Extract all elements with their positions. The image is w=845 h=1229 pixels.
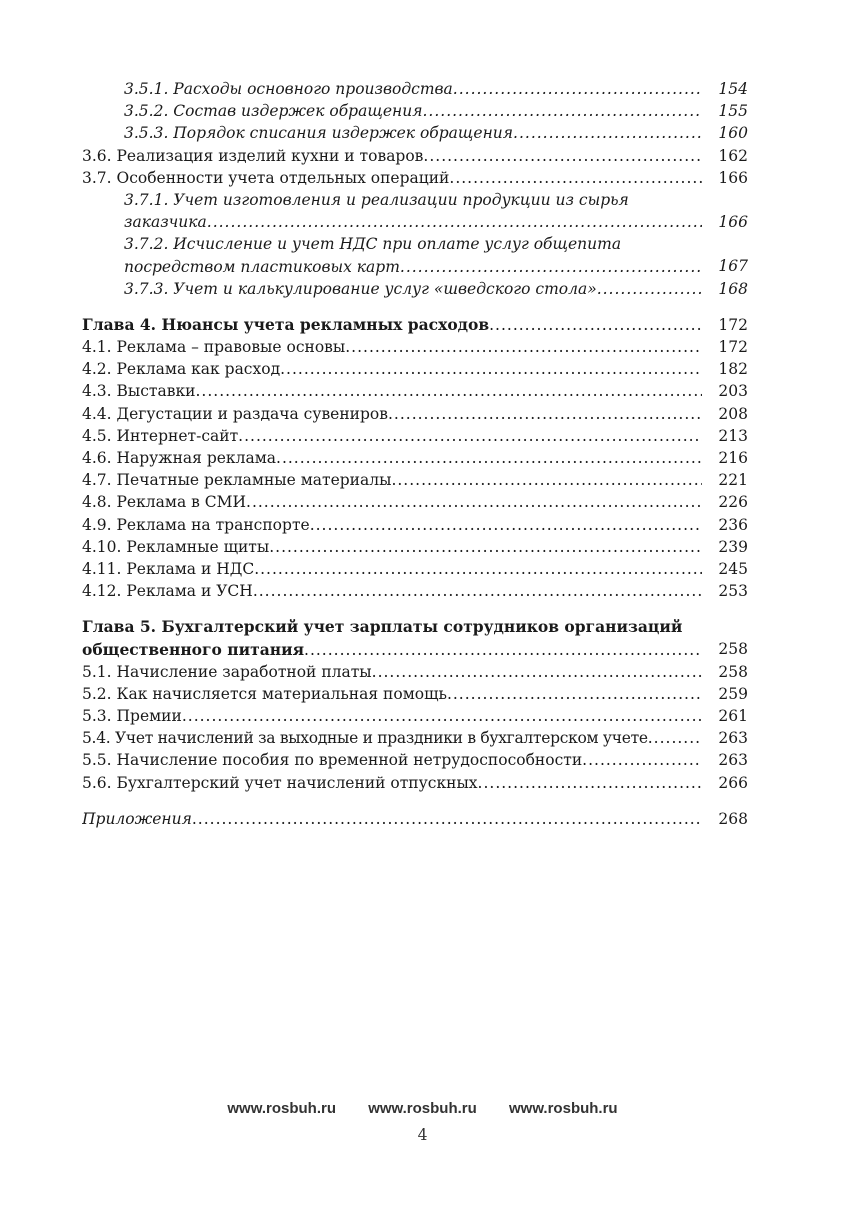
toc-entry-5-5[interactable] <box>82 749 748 771</box>
toc-entry-4-1[interactable] <box>82 336 748 358</box>
toc-entry-3-7-3[interactable] <box>82 278 748 300</box>
toc-entry-4-6[interactable] <box>82 447 748 469</box>
toc-entry-4-12[interactable] <box>82 580 748 602</box>
toc-entry-4-10[interactable] <box>82 536 748 558</box>
toc-entry-page: 226 <box>718 493 748 512</box>
toc-entry-4-8[interactable] <box>82 491 748 513</box>
toc-entry-page: 162 <box>718 146 748 165</box>
toc-entry-4-3[interactable] <box>82 380 748 402</box>
toc-entry-5-6[interactable] <box>82 772 748 794</box>
toc-entry-title: 5.3. Премии <box>82 707 182 726</box>
toc-entry-page: 167 <box>718 257 748 276</box>
toc-entry-title: 4.7. Печатные рекламные материалы <box>82 471 392 490</box>
toc-chapter-title: Глава 4. Нюансы учета рекламных расходов <box>82 314 490 334</box>
toc-entry-title: 5.5. Начисление пособия по временной нетрудоспособности <box>82 751 583 770</box>
toc-entry-page: 261 <box>718 707 748 726</box>
toc-entry-title: 4.6. Наружная реклама <box>82 449 277 467</box>
toc-entry-page: 266 <box>718 773 748 792</box>
section-gap <box>82 300 748 314</box>
toc-entry-page: 253 <box>718 582 748 601</box>
toc-entry-title: 3.7.3. Учет и калькулирование услуг «шведского стола» <box>124 279 597 298</box>
toc-entry-page: 258 <box>718 640 748 659</box>
toc-entry-title: 5.2. Как начисляется материальная помощь <box>82 684 447 703</box>
toc-entry-title: 3.6. Реализация изделий кухни и товаров <box>82 146 424 165</box>
toc-entry-page: 168 <box>718 279 748 298</box>
toc-entry-4-2[interactable] <box>82 358 748 380</box>
toc-entry-5-2[interactable] <box>82 683 748 705</box>
toc-entry-3-5-1[interactable] <box>82 78 748 100</box>
toc-entry-title: 4.8. Реклама в СМИ <box>82 493 247 512</box>
page-number: 4 <box>417 1126 428 1144</box>
toc-entry-4-11[interactable] <box>82 558 748 580</box>
toc-entry-page: 154 <box>718 79 748 98</box>
toc-entry-3-5-3[interactable] <box>82 122 748 144</box>
toc-chapter-5[interactable] <box>82 616 748 660</box>
toc-entry-title: 4.12. Реклама и УСН <box>82 582 253 601</box>
toc-entry-title: 3.5.1. Расходы основного производства <box>124 80 453 98</box>
toc-entry-page: 166 <box>718 213 748 232</box>
toc-entry-page: 208 <box>718 404 748 423</box>
toc-entry-title-line2: посредством пластиковых карт <box>124 257 400 276</box>
toc-entry-title-line2: заказчика <box>124 213 207 232</box>
toc-entry-title: 4.4. Дегустации и раздача сувениров <box>82 404 388 423</box>
toc-entry-title-line1: 3.7.1. Учет изготовления и реализации продукции из сырья <box>124 190 629 209</box>
footer-link-1[interactable]: www.rosbuh.ru <box>227 1100 337 1117</box>
toc-entry-title: 3.5.2. Состав издержек обращения <box>124 102 423 121</box>
toc-entry-page: 166 <box>718 168 748 187</box>
toc-appendices[interactable] <box>82 808 748 830</box>
toc-entry-title-line1: 3.7.2. Исчисление и учет НДС при оплате услуг общепита <box>124 235 622 254</box>
footer-link-3[interactable]: www.rosbuh.ru <box>508 1100 618 1117</box>
section-gap <box>82 602 748 616</box>
toc-chapter-title-line1: Глава 5. Бухгалтерский учет зарплаты сотрудников организаций <box>82 617 683 637</box>
toc-entry-3-6[interactable] <box>82 145 748 167</box>
toc-entry-title: 4.5. Интернет-сайт <box>82 426 239 445</box>
toc-entry-title: 4.11. Реклама и НДС <box>82 559 255 578</box>
table-of-contents <box>82 78 748 830</box>
section-gap <box>82 794 748 808</box>
toc-entry-page: 160 <box>718 124 748 143</box>
toc-entry-title: 3.7. Особенности учета отдельных операций <box>82 168 450 187</box>
toc-chapter-4[interactable] <box>82 314 748 336</box>
toc-entry-title: 4.2. Реклама как расход <box>82 360 281 379</box>
toc-entry-4-9[interactable] <box>82 514 748 536</box>
toc-entry-page: 221 <box>718 471 748 490</box>
toc-entry-5-1[interactable] <box>82 661 748 683</box>
toc-entry-page: 155 <box>718 102 748 121</box>
toc-entry-title: Приложения <box>82 809 192 828</box>
toc-entry-page: 263 <box>718 729 748 748</box>
footer-links <box>0 1100 845 1117</box>
toc-entry-title: 4.9. Реклама на транспорте <box>82 515 310 534</box>
toc-entry-page: 213 <box>718 426 748 445</box>
toc-entry-title: 4.3. Выставки <box>82 382 196 401</box>
toc-entry-5-3[interactable] <box>82 705 748 727</box>
toc-entry-title: 5.4. Учет начислений за выходные и праздники в бухгалтерском учете <box>82 729 648 748</box>
toc-entry-page: 203 <box>718 382 748 401</box>
toc-entry-title: 5.6. Бухгалтерский учет начислений отпускных <box>82 773 478 792</box>
toc-entry-page: 263 <box>718 751 748 770</box>
toc-entry-3-7[interactable] <box>82 167 748 189</box>
toc-entry-4-7[interactable] <box>82 469 748 491</box>
toc-entry-page: 245 <box>718 559 748 578</box>
toc-entry-page: 258 <box>718 662 748 681</box>
toc-entry-title: 4.10. Рекламные щиты <box>82 537 270 556</box>
toc-entry-3-7-1[interactable] <box>82 189 748 233</box>
toc-entry-4-5[interactable] <box>82 425 748 447</box>
toc-entry-page: 268 <box>718 809 748 828</box>
toc-entry-page: 216 <box>718 448 748 467</box>
toc-entry-page: 259 <box>718 684 748 703</box>
footer-link-2[interactable]: www.rosbuh.ru <box>368 1100 477 1117</box>
toc-entry-page: 172 <box>718 338 748 357</box>
toc-entry-page: 182 <box>718 360 748 379</box>
toc-entry-title: 4.1. Реклама – правовые основы <box>82 338 346 357</box>
toc-entry-title: 5.1. Начисление заработной платы <box>82 662 372 681</box>
toc-entry-page: 239 <box>718 537 748 556</box>
toc-entry-page: 236 <box>718 515 748 534</box>
toc-entry-3-5-2[interactable] <box>82 100 748 122</box>
toc-entry-page: 172 <box>718 315 748 334</box>
toc-entry-4-4[interactable] <box>82 403 748 425</box>
toc-chapter-title-line2: общественного питания <box>82 639 305 659</box>
toc-entry-title: 3.5.3. Порядок списания издержек обращения <box>124 124 514 143</box>
toc-entry-3-7-2[interactable] <box>82 233 748 277</box>
toc-entry-5-4[interactable] <box>82 727 748 749</box>
